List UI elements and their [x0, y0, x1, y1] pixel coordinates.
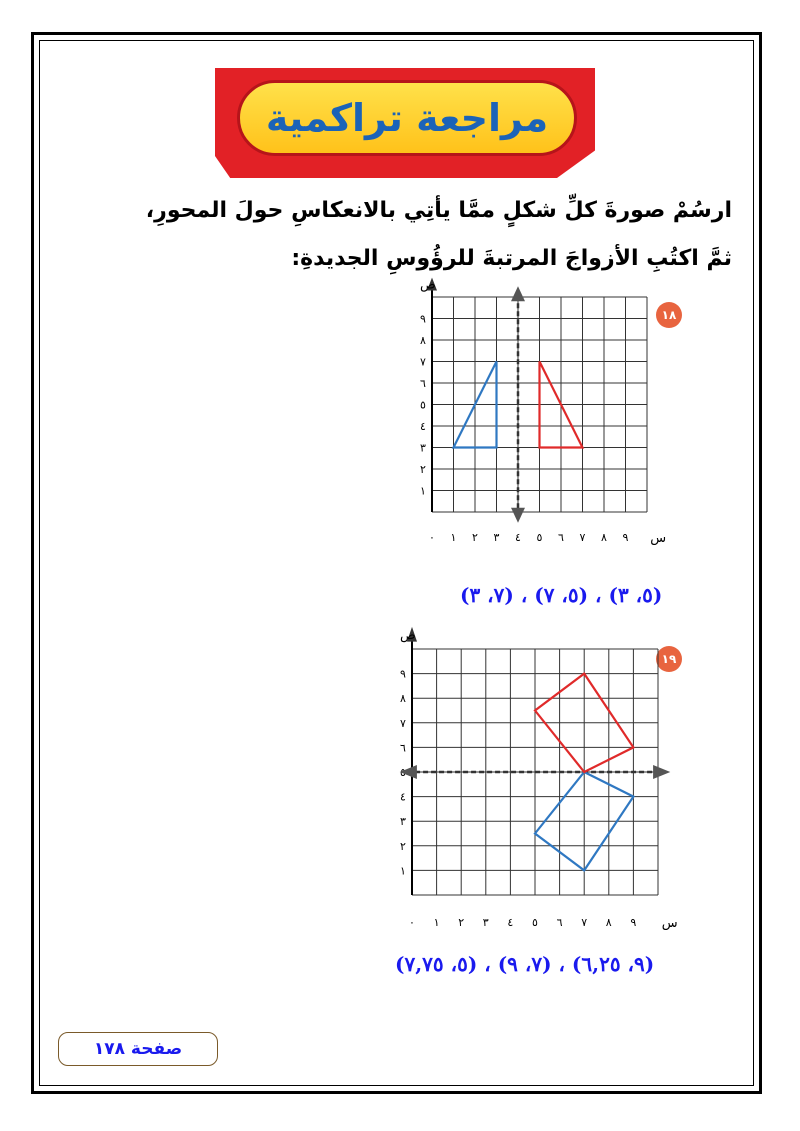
x-tick-label: ٧ — [581, 916, 588, 929]
coordinate-grid-19 — [400, 627, 678, 931]
y-axis-label: ص — [400, 628, 416, 644]
y-tick-label: ٩ — [400, 667, 406, 681]
coordinate-grid-18 — [420, 277, 666, 546]
y-tick-label: ٤ — [420, 420, 426, 433]
y-tick-label: ٦ — [420, 377, 426, 390]
x-tick-label: ٧ — [579, 531, 586, 544]
x-tick-label: ١ — [450, 531, 457, 544]
y-tick-label: ٧ — [420, 355, 426, 369]
x-axis-label: س — [650, 531, 667, 546]
x-tick-label: ٣ — [482, 916, 489, 929]
instruction-line-1: ارسُمْ صورةَ كلِّ شكلٍ ممَّا يأتِي بالانعكاسِ حولَ المحورِ، — [145, 198, 732, 223]
y-tick-label: ٨ — [420, 334, 426, 347]
x-tick-label: ٥ — [536, 531, 543, 544]
x-tick-label: ١ — [433, 916, 440, 929]
x-tick-label: ٩ — [630, 916, 637, 929]
x-tick-label: ٦ — [558, 531, 564, 544]
y-tick-label: ٣ — [420, 441, 426, 455]
x-tick-label: ٤ — [515, 531, 521, 544]
y-tick-label: ٧ — [400, 716, 406, 730]
x-tick-label: ٨ — [601, 531, 607, 544]
x-axis-label: س — [661, 916, 678, 931]
y-tick-label: ٢ — [400, 839, 406, 853]
x-tick-label: ٦ — [556, 916, 563, 929]
x-tick-label: ٥ — [532, 916, 538, 929]
y-tick-label: ٥ — [420, 398, 426, 412]
x-tick-label: ٤ — [507, 916, 514, 929]
x-tick-label: ٨ — [605, 916, 612, 929]
y-tick-label: ١ — [420, 484, 426, 498]
instruction-line-2: ثمَّ اكتُبِ الأزواجَ المرتبةَ للرؤُوسِ الجديدةِ: — [291, 246, 732, 271]
page-number-label: صفحة ١٧٨ — [58, 1032, 218, 1066]
x-tick-label: ٠ — [429, 531, 435, 544]
x-tick-label: ٩ — [622, 531, 629, 544]
y-tick-label: ٤ — [400, 790, 406, 804]
y-tick-label: ٦ — [400, 741, 406, 755]
y-tick-label: ٢ — [420, 463, 426, 476]
x-tick-label: ٠ — [409, 916, 415, 929]
y-tick-label: ٩ — [420, 312, 426, 326]
reflection-axis-arrowhead — [653, 765, 670, 779]
y-tick-label: ٨ — [400, 692, 406, 706]
answer-19: (٩، ٦,٢٥) ، (٧، ٩) ، (٥، ٧,٧٥) — [395, 952, 655, 976]
answer-18: (٥، ٣) ، (٥، ٧) ، (٧، ٣) — [460, 583, 663, 607]
exercise-number-badge: ١٨ — [656, 302, 682, 328]
y-tick-label: ٣ — [400, 815, 406, 829]
x-tick-label: ٢ — [458, 916, 465, 929]
y-axis-label: ص — [420, 277, 436, 293]
exercise-number-badge: ١٩ — [656, 646, 682, 672]
reflection-axis-arrowhead — [511, 508, 525, 523]
x-tick-label: ٢ — [472, 531, 478, 544]
page-title: مراجعة تراكمية — [265, 96, 549, 140]
x-tick-label: ٣ — [493, 531, 500, 544]
reflection-axis-arrowhead — [511, 286, 525, 301]
y-tick-label: ١ — [400, 864, 406, 878]
